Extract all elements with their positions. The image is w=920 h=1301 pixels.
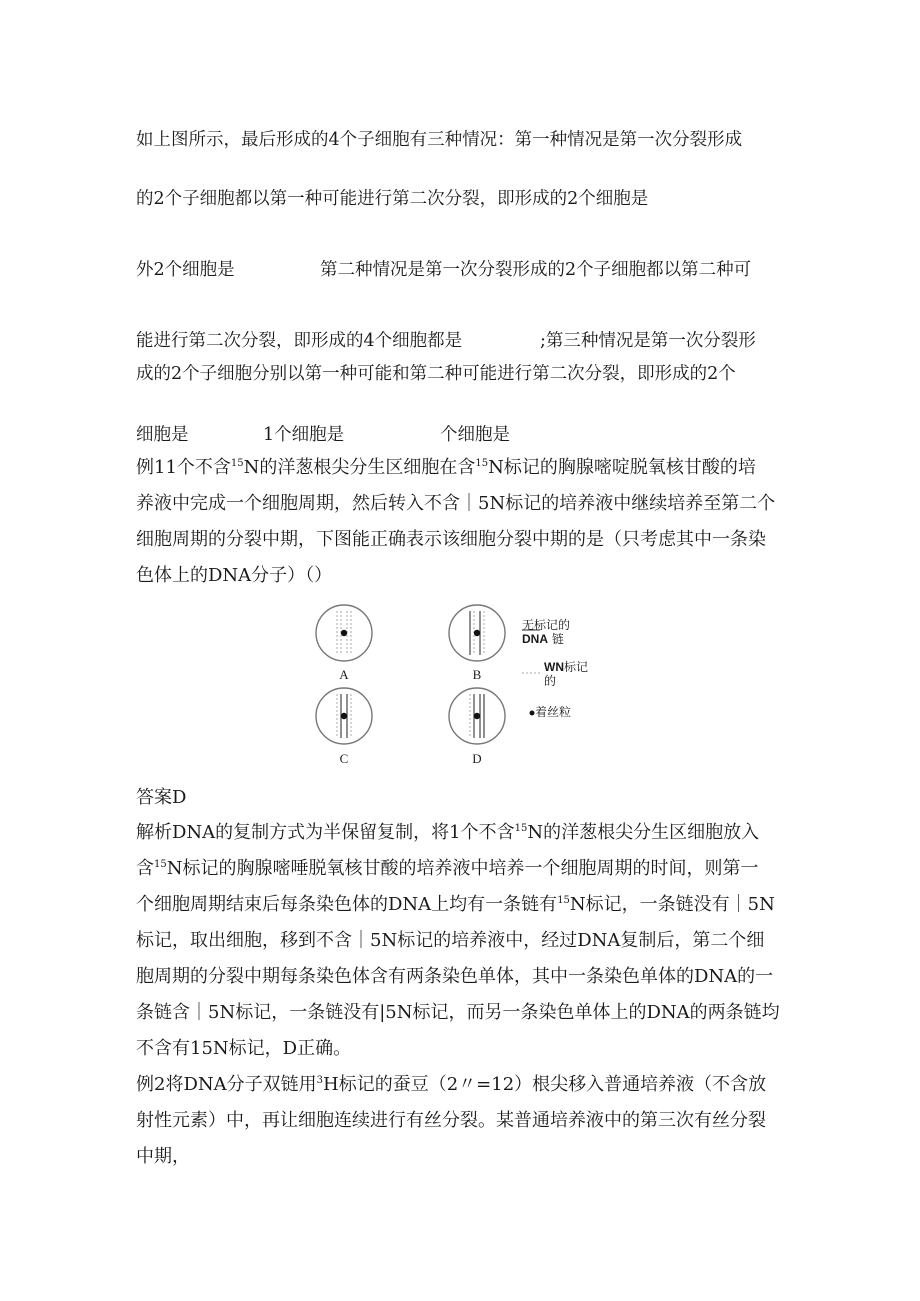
analysis-line: 个细胞周期结束后每条染色体的DNA上均有一条链有$^{15}$N标记，一条链没有｜5N <box>136 894 775 915</box>
analysis-line: 胞周期的分裂中期每条染色体含有两条染色单体，其中一条染色单体的DNA的一 <box>136 966 774 987</box>
example-1-line: 色体上的DNA分子）（） <box>136 565 333 586</box>
text-line: 成的2个子细胞分别以第一种可能和第二种可能进行第二次分裂，即形成的2个 <box>136 364 736 384</box>
text-line: 的2个子细胞都以第一种可能进行第二次分裂，即形成的2个细胞是 <box>136 189 649 209</box>
analysis-line: 条链含｜5N标记，一条链没有|5N标记，而另一条染色单体上的DNA的两条链均 <box>136 1002 780 1023</box>
cell-label: D <box>472 751 482 766</box>
text-line: 1个细胞是 <box>263 425 345 445</box>
analysis-line: 解析DNA的复制方式为半保留复制，将1个不含$^{15}$N的洋葱根尖分生区细胞放入 <box>136 822 760 843</box>
answer-line: 答案D <box>136 787 187 808</box>
chromosome-figure <box>300 595 620 775</box>
legend-centromere-dot <box>530 711 535 716</box>
legend-unlabeled-text: 无标记的 DNA 链 <box>522 618 571 646</box>
centromere <box>341 713 347 719</box>
example-2-line: 中期， <box>136 1146 190 1167</box>
text-line: ;第三种情况是第一次分裂形 <box>540 331 756 351</box>
legend-centromere-text: 着丝粒 <box>535 705 572 719</box>
example-1-line: 养液中完成一个细胞周期，然后转入不含｜5N标记的培养液中继续培养至第二个 <box>136 493 776 514</box>
centromere <box>341 630 347 636</box>
centromere <box>474 713 480 719</box>
text-line: 如上图所示，最后形成的4个子细胞有三种情况：第一种情况是第一次分裂形成 <box>136 130 743 150</box>
centromere <box>474 630 480 636</box>
text-line: 外2个细胞是 <box>136 260 235 280</box>
analysis-line: 含$^{15}$N标记的胸腺嘧唾脱氧核甘酸的培养液中培养一个细胞周期的时间，则第一 <box>136 858 759 879</box>
example-2-line: 射性元素）中，再让细胞连续进行有丝分裂。某普通培养液中的第三次有丝分裂 <box>136 1110 766 1131</box>
example-2-line: 例2将DNA分子双链用$^3$H标记的蚕豆（2〃=12）根尖移入普通培养液（不含放 <box>136 1074 767 1095</box>
cell-label: C <box>339 751 349 766</box>
example-1-line: 例11个不含$^{15}$N的洋葱根尖分生区细胞在含$^{15}$N标记的胸腺嘧啶脱氧核甘酸的培 <box>136 457 756 478</box>
text-line: 能进行第二次分裂，即形成的4个细胞都是 <box>136 331 463 351</box>
analysis-line: 标记，取出细胞，移到不含｜5N标记的培养液中，经过DNA复制后，第二个细 <box>136 930 765 951</box>
text-line: 细胞是 <box>136 425 189 445</box>
text-line: 个细胞是 <box>440 425 510 445</box>
example-1-line: 细胞周期的分裂中期，下图能正确表示该细胞分裂中期的是（只考虑其中一条染 <box>136 529 766 550</box>
legend-labeled-text: WN标记 的 <box>544 660 589 688</box>
analysis-line: 不含有15N标记，D正确。 <box>136 1038 352 1059</box>
cell-label: A <box>339 667 349 682</box>
text-line: 第二种情况是第一次分裂形成的2个子细胞都以第二种可 <box>320 260 752 280</box>
cell-label: B <box>472 667 482 682</box>
